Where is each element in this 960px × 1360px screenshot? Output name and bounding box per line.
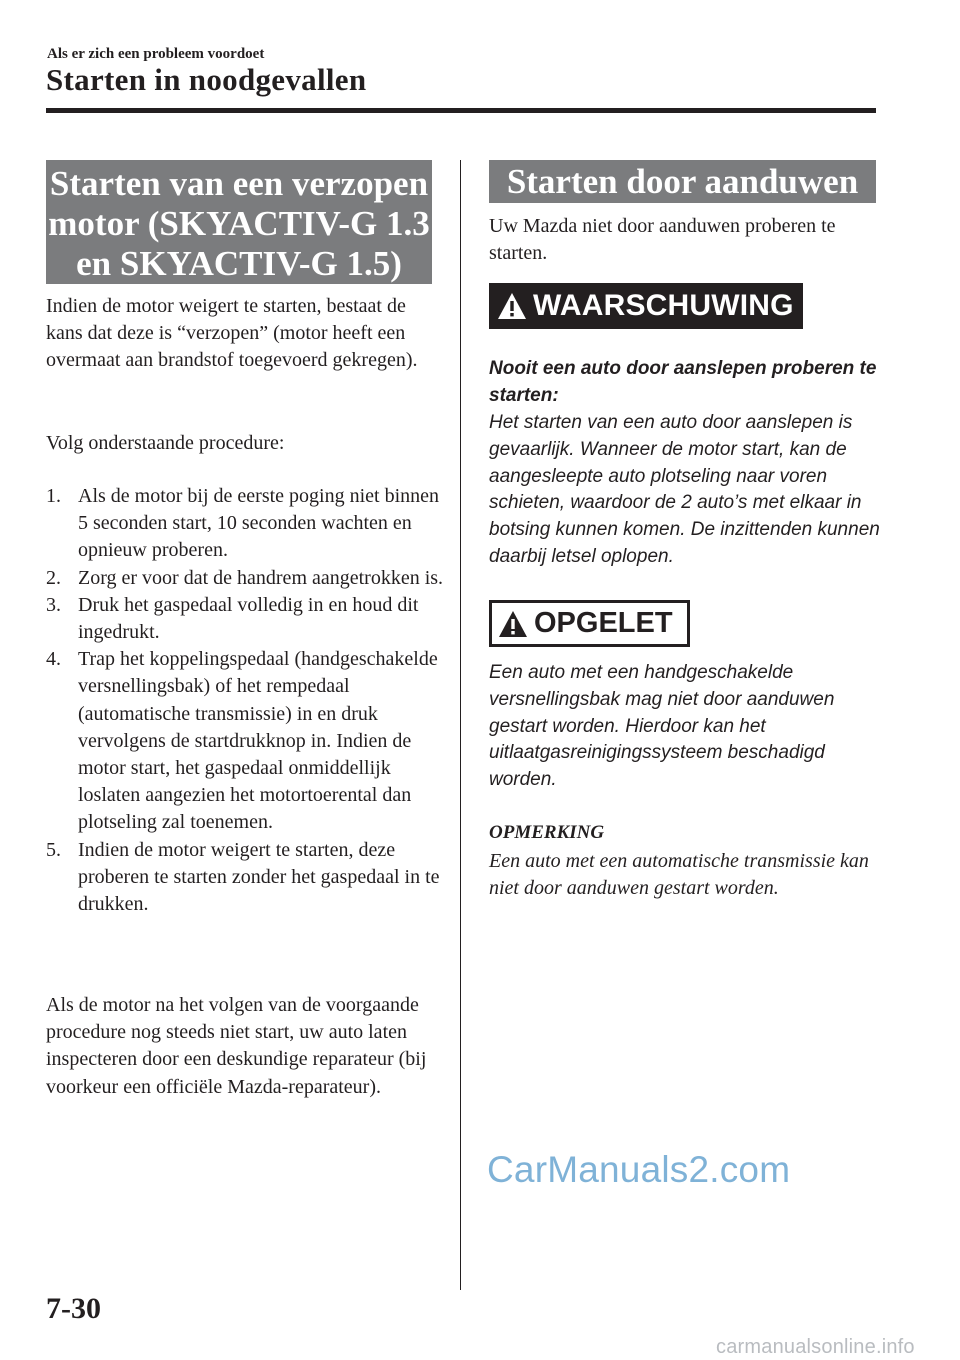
- step-text: Als de motor bij de eerste poging niet binnen 5 seconden start, 10 seconden wachten en opnieuw proberen.: [78, 485, 440, 562]
- note-label: OPMERKING: [489, 822, 605, 843]
- running-head: Als er zich een probleem voordoet: [47, 46, 265, 62]
- caution-label: OPGELET: [534, 607, 673, 639]
- procedure-step: [46, 837, 446, 919]
- step-number: 5.: [46, 838, 61, 861]
- warning-label: WAARSCHUWING: [533, 289, 794, 322]
- step-text: Zorg er voor dat de handrem aangetrokken is.: [78, 566, 444, 589]
- warning-badge: [489, 283, 803, 329]
- section-heading-flooded-engine: Starten van een verzopen motor (SKYACTIV-G 1.3 en SKYACTIV-G 1.5): [46, 160, 432, 284]
- procedure-step: [46, 483, 446, 565]
- intro-paragraph: Indien de motor weigert te starten, bestaat de kans dat deze is “verzopen” (motor heeft een overmaat aan brandstof toegevoerd gekregen).: [46, 295, 418, 372]
- procedure-step: [46, 592, 446, 646]
- warning-triangle-icon: [497, 292, 527, 320]
- warning-triangle-icon: [498, 610, 528, 638]
- closing-paragraph: Als de motor na het volgen van de voorgaande procedure nog steeds niet start, uw auto laten inspecteren door een deskundige reparateur (bij voorkeur een officiële Mazda-reparateur).: [46, 994, 427, 1098]
- step-number: 1.: [46, 485, 61, 507]
- note-body: Een auto met een automatische transmissie kan niet door aanduwen gestart worden.: [489, 850, 869, 900]
- push-start-intro: Uw Mazda niet door aanduwen proberen te starten.: [489, 215, 836, 265]
- step-text: Indien de motor weigert te starten, deze proberen te starten zonder het gaspedaal in te drukken.: [78, 838, 440, 916]
- caution-badge: [489, 600, 690, 647]
- column-divider: [460, 160, 461, 1290]
- step-number: 3.: [46, 593, 61, 616]
- watermark: CarManuals2.com: [487, 1149, 791, 1190]
- step-text: Druk het gaspedaal volledig in en houd dit ingedrukt.: [78, 593, 419, 644]
- step-text: Trap het koppelingspedaal (handgeschakelde versnellingsbak) of het rempedaal (automatische transmissie) in en druk vervolgens de startdrukknop in. Indien de motor start, het gaspedaal onmiddellijk loslaten aangezien het motortoerental dan plotseling zal toenemen.: [78, 648, 438, 834]
- procedure-step: [46, 565, 446, 592]
- title-rule: [46, 108, 876, 113]
- caution-body: Een auto met een handgeschakelde versnellingsbak mag niet door aanduwen gestart worden. Hierdoor kan het uitlaatgasreinigingssysteem beschadigd worden.: [489, 662, 835, 791]
- step-number: 4.: [46, 648, 61, 671]
- warning-body: Het starten van een auto door aanslepen is gevaarlijk. Wanneer de motor start, kan de aangesleepte auto plotseling naar voren schieten, waardoor de 2 auto’s met elkaar in botsing kunnen komen. De inzittenden kunnen daarbij letsel oplopen.: [489, 412, 880, 567]
- procedure-list: [46, 483, 446, 918]
- procedure-step: [46, 646, 446, 836]
- footer-site: carmanualsonline.info: [716, 1336, 915, 1358]
- step-number: 2.: [46, 566, 61, 589]
- page-number: 7-30: [46, 1292, 101, 1325]
- section-heading-push-start: Starten door aanduwen: [489, 160, 876, 203]
- procedure-lead: Volg onderstaande procedure:: [46, 432, 285, 454]
- page-title: Starten in noodgevallen: [46, 62, 367, 97]
- warning-heading: Nooit een auto door aanslepen proberen te starten:: [489, 358, 877, 406]
